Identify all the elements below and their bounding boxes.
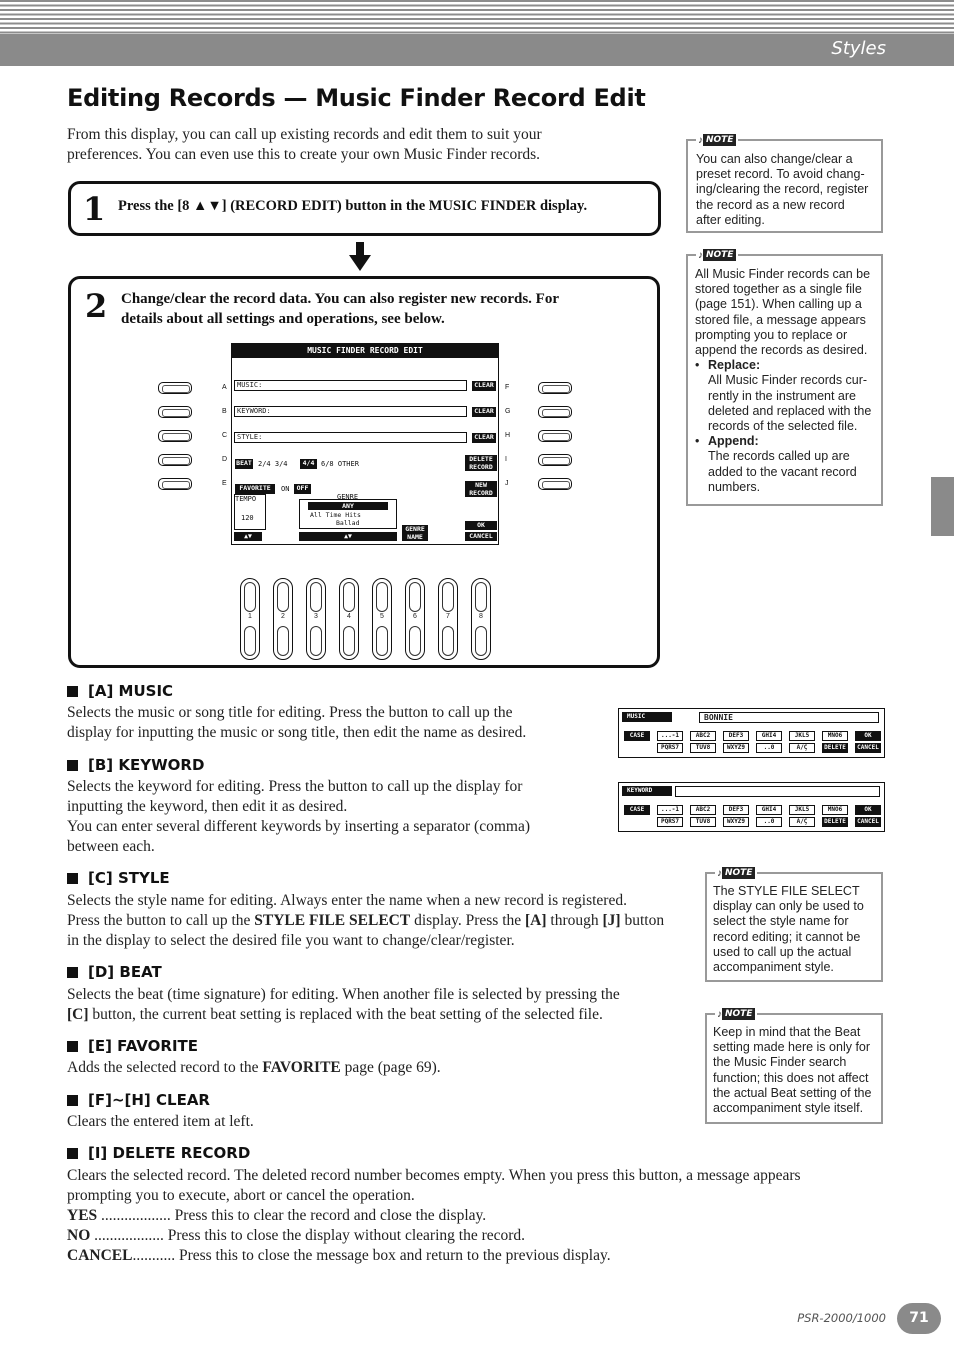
note-line: the record as a new record bbox=[696, 197, 845, 212]
section-fh-body bbox=[67, 1112, 254, 1132]
key[interactable]: MNO6 bbox=[822, 731, 848, 741]
note-bullet-head: Append: bbox=[708, 434, 759, 449]
note-line: preset record. To avoid chang- bbox=[696, 167, 865, 182]
beat-options-2: 6/8 OTHER bbox=[321, 460, 359, 468]
button-i[interactable] bbox=[538, 454, 572, 466]
text-run: .................. Press this to close the display without clearing the record. bbox=[90, 1227, 526, 1244]
section-head-c bbox=[67, 869, 170, 887]
step-2-line: details about all settings and operations, see below. bbox=[121, 311, 445, 327]
knob-5[interactable] bbox=[372, 578, 392, 660]
body-line bbox=[67, 1226, 801, 1246]
button-a[interactable] bbox=[158, 382, 192, 394]
keyword-field[interactable]: KEYWORD: bbox=[234, 406, 467, 417]
note-line: display can only be used to bbox=[713, 899, 864, 914]
text-run: page (page 69). bbox=[340, 1059, 441, 1076]
note-body bbox=[713, 884, 864, 975]
text-run: .................. Press this to clear the record and close the display. bbox=[97, 1207, 487, 1224]
music-input-screen bbox=[618, 708, 885, 758]
knob-number: 7 bbox=[446, 613, 450, 620]
section-i-body bbox=[67, 1166, 801, 1266]
note-line: All Music Finder records cur- bbox=[708, 373, 868, 388]
note-line: added to the vacant record bbox=[708, 464, 857, 479]
bullet-square bbox=[67, 967, 78, 978]
knob-number: 3 bbox=[314, 613, 318, 620]
key[interactable]: ...-1 bbox=[657, 805, 683, 815]
note-line: stored file, a message appears bbox=[695, 312, 866, 327]
genre-item[interactable]: All Time Hits bbox=[310, 511, 361, 519]
note-label: NOTE bbox=[722, 1008, 755, 1020]
note-line: record editing; it cannot be bbox=[713, 929, 861, 944]
body-line: Clears the entered item at left. bbox=[67, 1113, 254, 1130]
note-body bbox=[695, 267, 871, 495]
key-cancel[interactable]: CANCEL bbox=[855, 817, 881, 827]
bullet-square bbox=[67, 873, 78, 884]
knob-4[interactable] bbox=[339, 578, 359, 660]
section-c-body bbox=[67, 891, 664, 951]
note-tag bbox=[696, 133, 738, 147]
body-line: between each. bbox=[67, 838, 155, 855]
key[interactable]: JKL5 bbox=[789, 731, 815, 741]
favorite-on: ON bbox=[281, 485, 290, 493]
knob-number: 2 bbox=[281, 613, 285, 620]
model-name: PSR-2000/1000 bbox=[797, 1311, 886, 1325]
key-cancel[interactable]: CANCEL bbox=[855, 743, 881, 753]
knob-1[interactable] bbox=[240, 578, 260, 660]
letter-i: I bbox=[505, 456, 507, 463]
bullet-square bbox=[67, 1095, 78, 1106]
note-line: ing/clearing the record, register bbox=[696, 182, 869, 197]
body-line: You can enter several different keywords by inserting a separator (comma) bbox=[67, 818, 530, 835]
page-title: Editing Records — Music Finder Record Edit bbox=[67, 84, 646, 112]
key[interactable]: ABC2 bbox=[690, 805, 716, 815]
key[interactable]: DEF3 bbox=[723, 805, 749, 815]
knob-number: 5 bbox=[380, 613, 384, 620]
btn-line: NEW bbox=[475, 481, 487, 489]
screen-title: MUSIC FINDER RECORD EDIT bbox=[232, 344, 498, 358]
keyword-field[interactable] bbox=[675, 786, 880, 797]
text-run: display. Press the bbox=[410, 912, 526, 929]
text-run-bold: [J] bbox=[602, 912, 621, 929]
knob-8[interactable] bbox=[471, 578, 491, 660]
keyword-label: KEYWORD bbox=[622, 786, 672, 796]
section-b-body bbox=[67, 777, 530, 857]
button-h[interactable] bbox=[538, 430, 572, 442]
body-line bbox=[67, 1246, 801, 1266]
genre-item[interactable]: Ballad bbox=[336, 519, 360, 527]
text-run-bold: STYLE FILE SELECT bbox=[254, 912, 411, 929]
btn-line: GENRE bbox=[405, 525, 425, 533]
beat-options: 2/4 3/4 bbox=[258, 460, 288, 468]
note-line: after editing. bbox=[696, 212, 765, 227]
note-line: You can also change/clear a bbox=[696, 152, 853, 166]
cancel-button[interactable]: CANCEL bbox=[465, 532, 497, 541]
down-arrow-icon bbox=[349, 242, 371, 272]
note-label: NOTE bbox=[703, 134, 736, 146]
text-run: through bbox=[546, 912, 603, 929]
knob-number: 4 bbox=[347, 613, 351, 620]
note-icon: ♪ bbox=[717, 1008, 722, 1020]
note-line: accompaniment style itself. bbox=[713, 1101, 864, 1116]
note-4 bbox=[705, 1008, 883, 1124]
button-d[interactable] bbox=[158, 454, 192, 466]
button-b[interactable] bbox=[158, 406, 192, 418]
note-body bbox=[696, 152, 868, 228]
btn-line: DELETE bbox=[469, 455, 493, 463]
note-line: records of the selected file. bbox=[708, 419, 858, 434]
section-e-body bbox=[67, 1058, 441, 1078]
tempo-box bbox=[234, 494, 266, 530]
body-line: Selects the keyword for editing. Press the button to call up the display for bbox=[67, 778, 523, 795]
letter-d: D bbox=[222, 456, 228, 463]
text-run: Press the button to call up the bbox=[67, 912, 255, 929]
letter-j: J bbox=[505, 480, 509, 487]
knob-number: 6 bbox=[413, 613, 417, 620]
note-3 bbox=[705, 867, 883, 982]
body-line: in the display to select the desired file you want to change/clear/register. bbox=[67, 932, 515, 949]
page-number: 71 bbox=[897, 1303, 941, 1334]
bullet-square bbox=[67, 1148, 78, 1159]
letter-c: C bbox=[222, 432, 228, 439]
section-head-text: [C] STYLE bbox=[88, 869, 170, 887]
body-line bbox=[67, 911, 664, 931]
button-e[interactable] bbox=[158, 478, 192, 490]
body-line: Selects the beat (time signature) for editing. When another file is selected by pressing the bbox=[67, 986, 620, 1003]
key[interactable]: ABC2 bbox=[690, 731, 716, 741]
note-line: prompting you to replace or bbox=[695, 327, 848, 342]
body-line: Selects the style name for editing. Always enter the name when a new record is registered. bbox=[67, 892, 627, 909]
note-line: the Music Finder search bbox=[713, 1055, 847, 1070]
note-tag bbox=[696, 248, 738, 262]
letter-g: G bbox=[505, 408, 511, 415]
bullet-square bbox=[67, 686, 78, 697]
beat-button[interactable]: BEAT bbox=[236, 459, 252, 467]
note-line: select the style name for bbox=[713, 914, 849, 929]
body-line: Clears the selected record. The deleted record number becomes empty. When you press this button, a message appears bbox=[67, 1167, 801, 1184]
note-line: (page 151). When calling up a bbox=[695, 297, 862, 312]
favorite-off[interactable]: OFF bbox=[294, 484, 311, 494]
key[interactable]: WXYZ9 bbox=[723, 743, 749, 753]
genre-any[interactable]: ANY bbox=[308, 502, 388, 510]
step-1-text: Press the [8 ▲▼] (RECORD EDIT) button in the MUSIC FINDER display. bbox=[118, 198, 588, 214]
note-line: Keep in mind that the Beat bbox=[713, 1025, 861, 1039]
section-head-i bbox=[67, 1144, 250, 1162]
button-j[interactable] bbox=[538, 478, 572, 490]
keyword-input-screen bbox=[618, 782, 885, 832]
note-line: rently in the instrument are bbox=[708, 388, 856, 403]
text-run: button, the current beat setting is replaced with the beat setting of the selected file. bbox=[88, 1006, 603, 1023]
genre-name-button[interactable] bbox=[402, 525, 428, 541]
knob-6[interactable] bbox=[405, 578, 425, 660]
note-line: setting made here is only for bbox=[713, 1040, 871, 1055]
letter-b: B bbox=[222, 408, 227, 415]
note-bullet: • Replace: bbox=[695, 358, 761, 373]
body-line: display for inputting the music or song title, then edit the name as desired. bbox=[67, 724, 527, 741]
knob-3[interactable] bbox=[306, 578, 326, 660]
text-run-bold: CANCEL bbox=[67, 1247, 133, 1264]
note-line: function; this does not affect bbox=[713, 1070, 869, 1085]
letter-f: F bbox=[505, 384, 510, 391]
section-a-body bbox=[67, 703, 526, 743]
body-line: prompting you to execute, abort or cancel the operation. bbox=[67, 1187, 415, 1204]
button-g[interactable] bbox=[538, 406, 572, 418]
knob-7[interactable] bbox=[438, 578, 458, 660]
note-line: the actual Beat setting of the bbox=[713, 1085, 872, 1100]
text-run-bold: FAVORITE bbox=[262, 1059, 341, 1076]
clear-style-button[interactable]: CLEAR bbox=[472, 433, 496, 443]
key[interactable]: WXYZ9 bbox=[723, 817, 749, 827]
step-1-box bbox=[68, 181, 661, 236]
delete-record-button[interactable] bbox=[465, 455, 497, 471]
body-line: inputting the keyword, then edit it as desired. bbox=[67, 798, 348, 815]
bullet-square bbox=[67, 760, 78, 771]
side-thumb-tab bbox=[931, 477, 954, 536]
tempo-value: 120 bbox=[241, 514, 254, 522]
section-d-body bbox=[67, 985, 620, 1025]
note-icon: ♪ bbox=[698, 249, 703, 261]
body-line bbox=[67, 1005, 620, 1025]
button-f[interactable] bbox=[538, 382, 572, 394]
key[interactable]: TUV8 bbox=[690, 817, 716, 827]
key-ok[interactable]: OK bbox=[855, 805, 881, 815]
note-line: The STYLE FILE SELECT bbox=[713, 884, 860, 898]
header-bar bbox=[0, 34, 954, 66]
section-head-text: [A] MUSIC bbox=[88, 682, 174, 700]
note-line: All Music Finder records can be bbox=[695, 267, 871, 281]
key[interactable]: PQRS7 bbox=[657, 817, 683, 827]
key[interactable]: ..0 bbox=[756, 743, 782, 753]
key-delete[interactable]: DELETE bbox=[822, 817, 848, 827]
text-run: ........... Press this to close the message box and return to the previous display. bbox=[132, 1247, 611, 1264]
music-field[interactable]: MUSIC: bbox=[234, 380, 467, 391]
key-delete[interactable]: DELETE bbox=[822, 743, 848, 753]
note-1 bbox=[686, 134, 883, 233]
note-line: accompaniment style. bbox=[713, 960, 834, 975]
text-run: button bbox=[620, 912, 665, 929]
btn-line: NAME bbox=[407, 533, 423, 541]
step-2-line: Change/clear the record data. You can also register new records. For bbox=[121, 291, 559, 307]
text-run-bold: [C] bbox=[67, 1006, 89, 1023]
key[interactable]: DEF3 bbox=[723, 731, 749, 741]
note-tag bbox=[715, 1007, 757, 1021]
section-head-text: [B] KEYWORD bbox=[88, 756, 205, 774]
key[interactable]: MNO6 bbox=[822, 805, 848, 815]
page-header bbox=[0, 0, 954, 66]
intro-line: From this display, you can call up existing records and edit them to suit your bbox=[67, 126, 542, 143]
key[interactable]: A/Ç bbox=[789, 817, 815, 827]
key[interactable]: A/Ç bbox=[789, 743, 815, 753]
key[interactable]: ..0 bbox=[756, 817, 782, 827]
music-label: MUSIC bbox=[622, 712, 672, 722]
intro-paragraph bbox=[67, 125, 542, 165]
step-2-number: 2 bbox=[85, 287, 108, 325]
note-label: NOTE bbox=[722, 867, 755, 879]
note-line: stored together as a single file bbox=[695, 282, 862, 297]
text-run-bold: NO bbox=[67, 1227, 91, 1244]
note-line: append the records as desired. bbox=[695, 343, 868, 358]
text-run-bold: YES bbox=[67, 1207, 98, 1224]
tempo-label: TEMPO bbox=[235, 495, 257, 503]
button-c[interactable] bbox=[158, 430, 192, 442]
note-2 bbox=[686, 249, 883, 506]
text-run: Adds the selected record to the bbox=[67, 1059, 263, 1076]
genre-arrows[interactable]: ▲▼ bbox=[299, 532, 397, 541]
clear-music-button[interactable]: CLEAR bbox=[472, 381, 496, 391]
letter-a: A bbox=[222, 384, 227, 391]
beat-selected[interactable]: 4/4 bbox=[300, 459, 317, 469]
note-bullet-head: Replace: bbox=[708, 358, 761, 373]
intro-line: preferences. You can even use this to create your own Music Finder records. bbox=[67, 146, 541, 163]
music-name-field[interactable]: BONNIE bbox=[699, 712, 879, 723]
section-head-text: [D] BEAT bbox=[88, 963, 162, 981]
step-2-text bbox=[121, 289, 559, 329]
tempo-arrows[interactable]: ▲▼ bbox=[234, 532, 262, 541]
key[interactable]: ...-1 bbox=[657, 731, 683, 741]
section-title: Styles bbox=[831, 38, 886, 59]
note-line: used to call up the actual bbox=[713, 944, 852, 959]
key-case[interactable]: CASE bbox=[624, 805, 650, 815]
key[interactable]: GHI4 bbox=[756, 805, 782, 815]
section-head-text: [E] FAVORITE bbox=[88, 1037, 199, 1055]
section-head-fh bbox=[67, 1091, 210, 1109]
note-label: NOTE bbox=[703, 249, 736, 261]
clear-keyword-button[interactable]: CLEAR bbox=[472, 407, 496, 417]
body-line bbox=[67, 1058, 441, 1078]
note-line: deleted and replaced with the bbox=[708, 403, 872, 418]
record-edit-screen bbox=[231, 343, 499, 545]
key-ok[interactable]: OK bbox=[855, 731, 881, 741]
btn-line: RECORD bbox=[469, 463, 493, 471]
key-case[interactable]: CASE bbox=[624, 731, 650, 741]
section-head-b bbox=[67, 756, 204, 774]
note-bullet: • Append: bbox=[695, 434, 759, 449]
section-head-e bbox=[67, 1037, 198, 1055]
knob-2[interactable] bbox=[273, 578, 293, 660]
favorite-button[interactable]: FAVORITE bbox=[235, 484, 275, 494]
style-field[interactable]: STYLE: bbox=[234, 432, 467, 443]
key[interactable]: PQRS7 bbox=[657, 743, 683, 753]
new-record-button[interactable] bbox=[465, 481, 497, 497]
body-line: Selects the music or song title for editing. Press the button to call up the bbox=[67, 704, 513, 721]
letter-h: H bbox=[505, 432, 511, 439]
step-1-number: 1 bbox=[83, 190, 106, 228]
note-icon: ♪ bbox=[717, 867, 722, 879]
header-stripes bbox=[0, 0, 954, 34]
ok-button[interactable]: OK bbox=[465, 521, 497, 530]
section-head-text: [F]~[H] CLEAR bbox=[88, 1091, 210, 1109]
key[interactable]: TUV8 bbox=[690, 743, 716, 753]
section-head-text: [I] DELETE RECORD bbox=[88, 1144, 251, 1162]
key[interactable]: GHI4 bbox=[756, 731, 782, 741]
note-icon: ♪ bbox=[698, 134, 703, 146]
note-body bbox=[713, 1025, 871, 1116]
note-line: numbers. bbox=[708, 479, 761, 494]
body-line bbox=[67, 1206, 801, 1226]
key[interactable]: JKL5 bbox=[789, 805, 815, 815]
section-head-d bbox=[67, 963, 162, 981]
letter-e: E bbox=[222, 480, 227, 487]
text-run-bold: [A] bbox=[525, 912, 547, 929]
knob-number: 8 bbox=[479, 613, 483, 620]
knob-number: 1 bbox=[248, 613, 252, 620]
note-tag bbox=[715, 866, 757, 880]
genre-label: GENRE bbox=[337, 493, 359, 501]
btn-line: RECORD bbox=[469, 489, 493, 497]
note-line: The records called up are bbox=[708, 449, 850, 464]
bullet-square bbox=[67, 1041, 78, 1052]
section-head-a bbox=[67, 682, 173, 700]
